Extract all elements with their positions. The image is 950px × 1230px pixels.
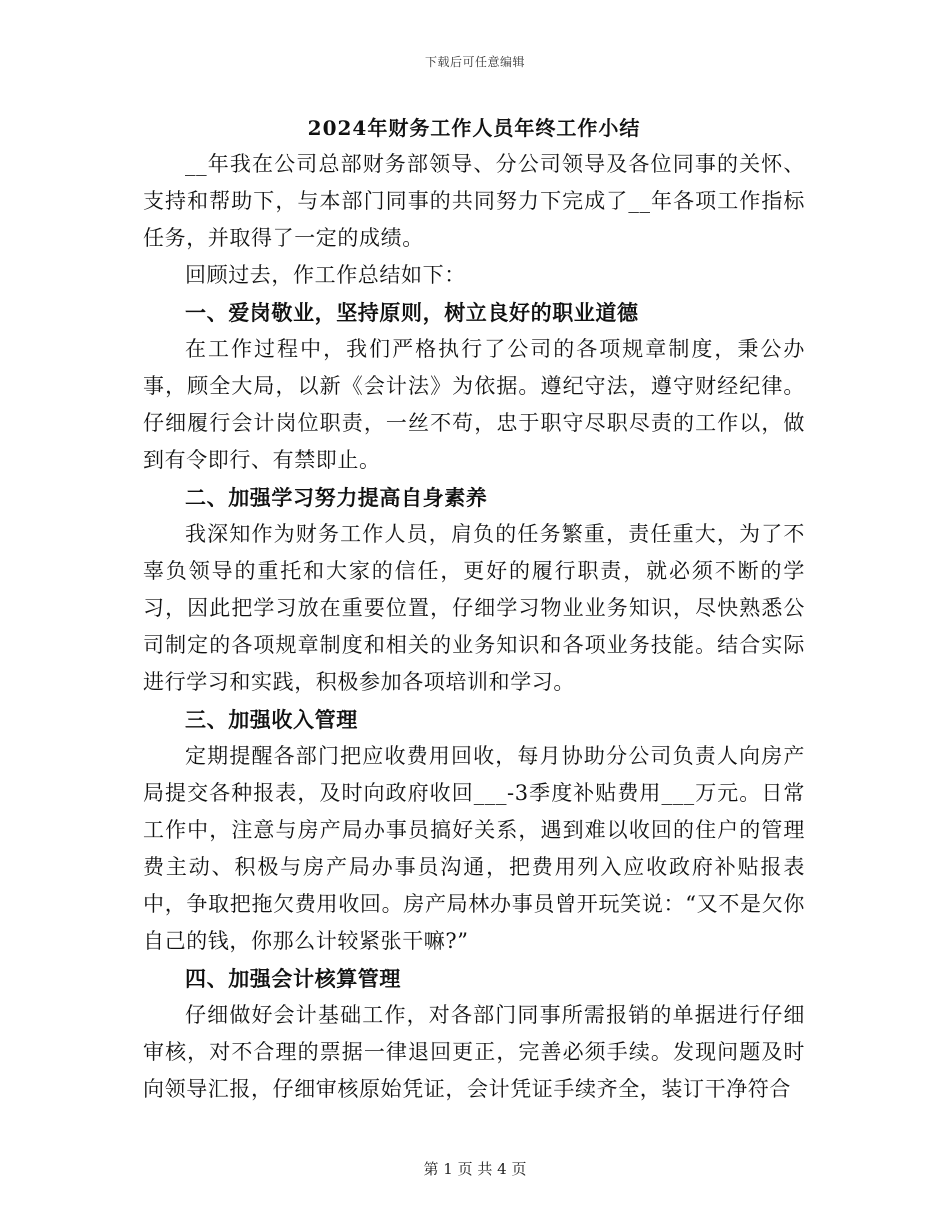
header-note: 下载后可任意编辑 xyxy=(424,55,525,69)
section-4-heading: 四、加强会计核算管理 xyxy=(185,966,401,991)
section-3-body: 定期提醒各部门把应收费用回收，每月协助分公司负责人向房产局提交各种报表，及时向政府收回___-3季度补贴费用___万元。日常工作中，注意与房产局办事员搞好关系，遇到难以收回的住户的管理费主动、积极与房产局办事员沟通，把费用列入应收政府补贴报表中，争取把拖欠费用收回。房产局林办事员曾开玩笑说：“又不是欠你自己的钱，你那么计较紧张干嘛?” xyxy=(143,744,805,953)
intro-paragraph: __年我在公司总部财务部领导、分公司领导及各位同事的关怀、支持和帮助下，与本部门同事的共同努力下完成了__年各项工作指标任务，并取得了一定的成绩。 xyxy=(143,152,805,250)
section-4-body: 仔细做好会计基础工作，对各部门同事所需报销的单据进行仔细审核，对不合理的票据一律退回更正，完善必须手续。发现问题及时向领导汇报，仔细审核原始凭证，会计凭证手续齐全，装订干净符合 xyxy=(143,1003,805,1101)
section-2-body: 我深知作为财务工作人员，肩负的任务繁重，责任重大，为了不辜负领导的重托和大家的信任，更好的履行职责，就必须不断的学习，因此把学习放在重要位置，仔细学习物业业务知识，尽快熟悉公司制定的各项规章制度和相关的业务知识和各项业务技能。结合实际进行学习和实践，积极参加各项培训和学习。 xyxy=(143,522,805,694)
section-3-heading: 三、加强收入管理 xyxy=(185,707,358,732)
page-number-footer: 第 1 页 共 4 页 xyxy=(423,1160,527,1178)
section-1-body: 在工作过程中，我们严格执行了公司的各项规章制度，秉公办事，顾全大局，以新《会计法》为依据。遵纪守法，遵守财经纪律。仔细履行会计岗位职责，一丝不苟，忠于职守尽职尽责的工作以，做到有令即行、有禁即止。 xyxy=(143,337,805,472)
section-1-heading: 一、爱岗敬业，坚持原则，树立良好的职业道德 xyxy=(185,300,639,325)
document-body xyxy=(143,112,805,1108)
review-paragraph: 回顾过去，作工作总结如下： xyxy=(185,263,466,287)
document-title: 2024年财务工作人员年终工作小结 xyxy=(307,116,641,140)
section-2-heading: 二、加强学习努力提高自身素养 xyxy=(185,485,488,510)
